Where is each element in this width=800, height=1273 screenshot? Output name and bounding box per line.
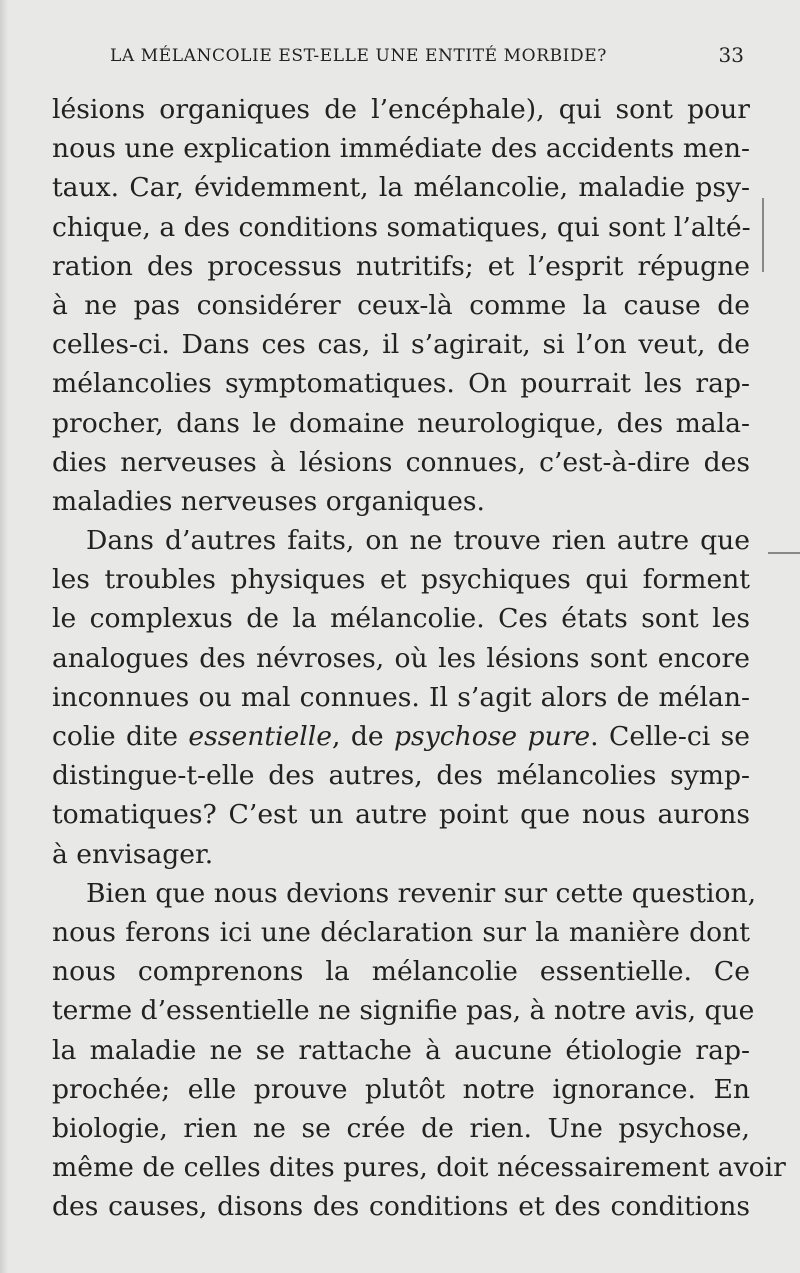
- text-line: ration des processus nutritifs; et l’esprit répugne: [52, 250, 750, 282]
- text-line: les troubles physiques et psychiques qui forment: [52, 564, 750, 596]
- text-line: dies nerveuses à lésions connues, c’est-à-dire des: [52, 446, 750, 478]
- text-line: des causes, disons des conditions et des conditions: [52, 1191, 750, 1223]
- text-line-with-italics: [52, 717, 750, 756]
- text-line: analogues des névroses, où les lésions sont encore: [52, 642, 750, 674]
- running-title: LA MÉLANCOLIE EST-ELLE UNE ENTITÉ MORBIDE?: [110, 46, 607, 66]
- text-line: inconnues ou mal connues. Il s’agit alors de mélan-: [52, 681, 750, 713]
- text-line: la maladie ne se rattache à aucune étiologie rap-: [52, 1034, 750, 1066]
- text-line: maladies nerveuses organiques.: [52, 485, 485, 517]
- italic-term: psychose pure: [394, 721, 591, 752]
- paragraph-2: [52, 521, 750, 874]
- margin-rule-mark: [762, 198, 764, 272]
- paragraph-1: [52, 90, 750, 521]
- text-span: , de: [332, 721, 395, 752]
- text-line: nous une explication immédiate des accidents men-: [52, 133, 750, 165]
- text-line: à ne pas considérer ceux-là comme la cause de: [52, 289, 750, 321]
- text-line: tomatiques? C’est un autre point que nous aurons: [52, 799, 750, 831]
- text-span: . Celle-ci se: [590, 721, 751, 752]
- text-line: à envisager.: [52, 838, 214, 870]
- text-line: prochée; elle prouve plutôt notre ignorance. En: [52, 1073, 750, 1105]
- page-number: 33: [718, 43, 744, 67]
- text-line: celles-ci. Dans ces cas, il s’agirait, si l’on veut, de: [52, 329, 750, 361]
- text-line: chique, a des conditions somatiques, qui sont l’alté-: [52, 211, 751, 243]
- text-line: taux. Car, évidemment, la mélancolie, maladie psy-: [52, 172, 750, 204]
- text-line: le complexus de la mélancolie. Ces états sont les: [52, 603, 750, 635]
- page-edge-shadow: [0, 0, 8, 1273]
- text-line: nous ferons ici une déclaration sur la manière dont: [52, 916, 750, 948]
- italic-term: essentielle: [188, 721, 332, 752]
- text-line: Dans d’autres faits, on ne trouve rien autre que: [86, 525, 750, 557]
- text-line: nous comprenons la mélancolie essentielle. Ce: [52, 956, 750, 988]
- page-header: [110, 43, 750, 72]
- paragraph-3: [52, 874, 786, 1227]
- text-line: même de celles dites pures, doit nécessairement avoir: [52, 1152, 786, 1184]
- text-span: colie dite: [52, 721, 189, 752]
- margin-rule-mark: [768, 552, 800, 554]
- text-line: terme d’essentielle ne signifie pas, à notre avis, que: [52, 995, 755, 1027]
- text-line: lésions organiques de l’encéphale), qui sont pour: [52, 94, 750, 125]
- text-line: procher, dans le domaine neurologique, des mala-: [52, 407, 750, 439]
- text-line: biologie, rien ne se crée de rien. Une psychose,: [52, 1112, 750, 1144]
- text-line: mélancolies symptomatiques. On pourrait les rap-: [52, 368, 750, 400]
- body-text: [52, 90, 786, 1226]
- text-line: Bien que nous devions revenir sur cette question,: [86, 877, 757, 909]
- text-line: distingue-t-elle des autres, des mélancolies symp-: [52, 760, 750, 792]
